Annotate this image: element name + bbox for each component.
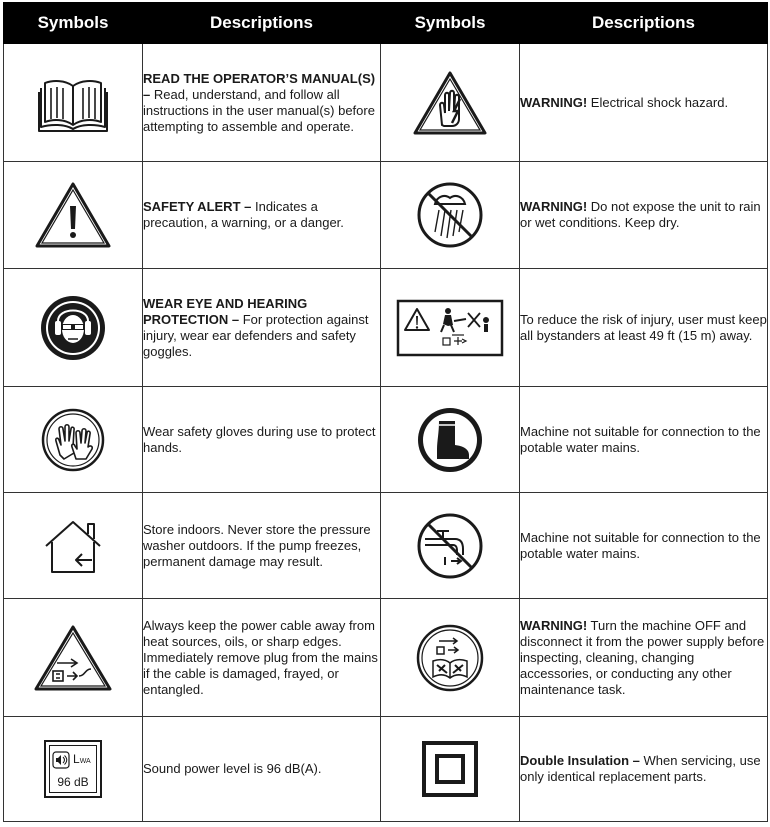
description-text: Electrical shock hazard. — [587, 94, 729, 110]
description-text: Store indoors. Never store the pressure washer outdoors. If the pump freezes, permanent damage may result. — [143, 521, 371, 569]
electrical-shock-warning-icon — [412, 69, 488, 137]
table-row — [4, 162, 768, 269]
symbol-cell — [381, 387, 520, 493]
description-cell — [143, 44, 381, 162]
table-row — [4, 269, 768, 387]
disconnect-before-maintenance-icon — [415, 623, 485, 693]
table-row — [4, 717, 768, 822]
description-cell — [520, 269, 768, 387]
description-cell — [143, 717, 381, 822]
wear-boots-icon — [415, 405, 485, 475]
symbol-cell — [4, 387, 143, 493]
symbol-cell — [4, 493, 143, 599]
sound-power-level-icon — [44, 740, 102, 798]
lwa-label: LWA — [73, 752, 91, 766]
description-bold: WARNING! — [520, 199, 588, 214]
symbol-cell — [4, 44, 143, 162]
db-value: 96 dB — [57, 775, 89, 789]
symbol-cell — [381, 44, 520, 162]
double-insulation-icon — [420, 739, 480, 799]
description-text: Machine not suitable for connection to the potable water mains. — [520, 529, 761, 561]
operator-manual-book-icon — [37, 72, 109, 134]
eye-hearing-protection-icon — [38, 293, 108, 363]
symbol-cell — [381, 269, 520, 387]
description-text: Turn the machine OFF and disconnect it from the power supply before inspecting, cleaning, changing accessories, or conducting any other maintenance task. — [520, 617, 765, 697]
symbol-cell — [4, 162, 143, 269]
description-text: Wear safety gloves during use to protect hands. — [143, 423, 376, 455]
description-bold: Double Insulation – — [520, 753, 640, 768]
store-indoors-house-icon — [42, 516, 104, 576]
symbol-cell — [381, 599, 520, 717]
symbol-cell — [4, 717, 143, 822]
description-cell — [520, 493, 768, 599]
description-cell — [143, 162, 381, 269]
description-cell — [143, 387, 381, 493]
table-row — [4, 599, 768, 717]
description-text: For protection against injury, wear ear defenders and safety goggles. — [143, 311, 369, 359]
description-cell — [520, 387, 768, 493]
symbol-cell — [381, 717, 520, 822]
description-bold: WEAR EYE AND HEARING PROTECTION – — [143, 295, 308, 327]
description-cell — [520, 162, 768, 269]
header-descriptions: Descriptions — [520, 3, 768, 44]
table-row — [4, 44, 768, 162]
description-bold: READ THE OPERATOR’S MANUAL(S) – — [143, 70, 376, 102]
description-bold: SAFETY ALERT – — [143, 199, 252, 214]
no-rain-icon — [415, 180, 485, 250]
safety-gloves-icon — [40, 407, 106, 473]
header-symbols: Symbols — [4, 3, 143, 44]
description-bold: WARNING! — [520, 94, 588, 110]
no-potable-water-connection-icon — [415, 511, 485, 581]
header-symbols: Symbols — [381, 3, 520, 44]
keep-bystanders-away-icon — [396, 299, 504, 357]
description-cell — [520, 717, 768, 822]
table-row — [4, 387, 768, 493]
header-descriptions: Descriptions — [143, 3, 381, 44]
description-text: Always keep the power cable away from heat sources, oils, or sharp edges. Immediately remove plug from the mains if the cable is damaged, frayed, or entangled. — [143, 617, 378, 697]
description-text: Read, understand, and follow all instructions in the user manual(s) before attempting to assemble and operate. — [143, 86, 375, 134]
symbols-table — [3, 2, 768, 822]
description-text: Sound power level is 96 dB(A). — [143, 761, 322, 776]
description-cell — [520, 44, 768, 162]
symbol-cell — [4, 269, 143, 387]
description-cell — [143, 493, 381, 599]
description-cell — [520, 599, 768, 717]
symbol-cell — [381, 493, 520, 599]
safety-alert-triangle-icon — [34, 180, 112, 250]
description-text: To reduce the risk of injury, user must keep all bystanders at least 49 ft (15 m) away. — [520, 311, 767, 343]
description-text: Machine not suitable for connection to the potable water mains. — [520, 423, 761, 455]
table-header-row — [4, 3, 768, 44]
description-bold: WARNING! — [520, 617, 588, 633]
speaker-icon — [52, 751, 70, 769]
symbol-cell — [381, 162, 520, 269]
power-cable-warning-icon — [33, 623, 113, 693]
description-text: When servicing, use only identical replacement parts. — [520, 753, 761, 784]
description-text: Do not expose the unit to rain or wet conditions. Keep dry. — [520, 199, 761, 230]
description-text: Indicates a precaution, a warning, or a danger. — [143, 199, 344, 230]
description-cell — [143, 269, 381, 387]
symbol-cell — [4, 599, 143, 717]
table-row — [4, 493, 768, 599]
description-cell — [143, 599, 381, 717]
